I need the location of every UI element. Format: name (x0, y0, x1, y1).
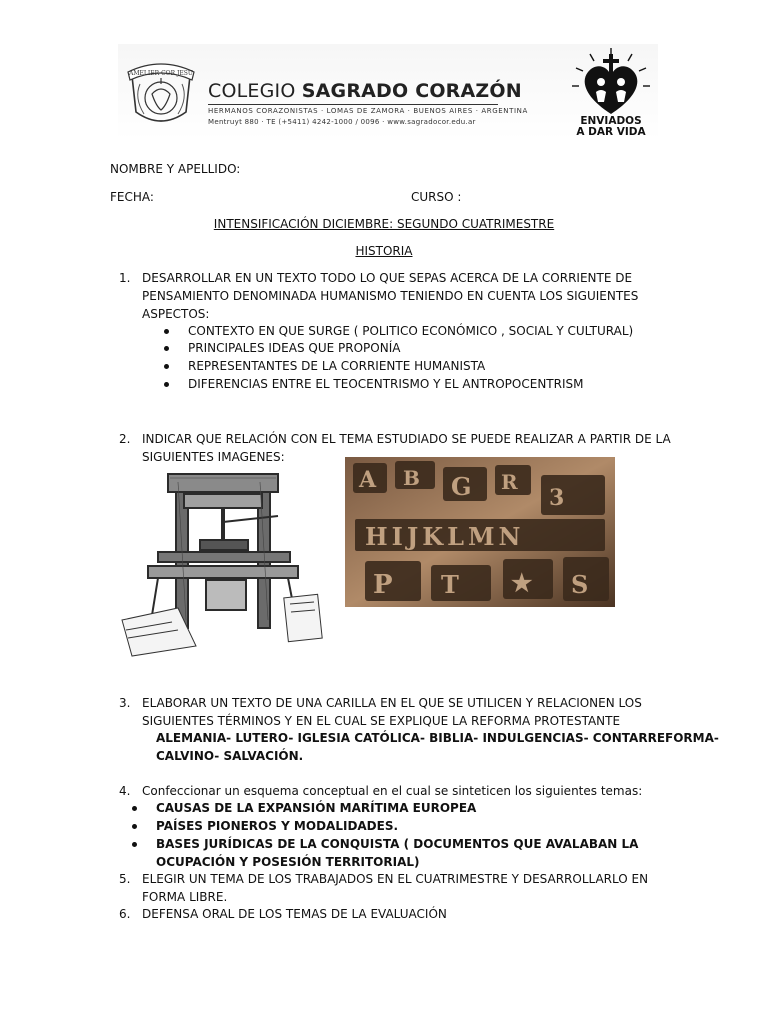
bullet-dot (132, 842, 137, 847)
item-3-line-1: ELABORAR UN TEXTO DE UNA CARILLA EN EL QUE SE UTILICEN Y RELACIONEN LOS (142, 696, 642, 710)
emblem-line-2: A DAR VIDA (576, 126, 646, 138)
crest-banner-text: AMELIER COR JESU (129, 70, 193, 77)
item-1-line-2: PENSAMIENTO DENOMINADA HUMANISMO TENIENDO EN CUENTA LOS SIGUIENTES (142, 289, 639, 303)
item-3-terms-line-1: ALEMANIA- LUTERO- IGLESIA CATÓLICA- BIBLIA- INDULGENCIAS- CONTARREFORMA- (156, 731, 719, 745)
svg-text:HIJKLMN: HIJKLMN (365, 522, 525, 551)
bullet-dot (164, 329, 169, 334)
school-name-bold: SAGRADO CORAZÓN (301, 80, 522, 102)
movable-type-image (345, 457, 615, 607)
svg-text:G: G (451, 472, 472, 501)
item-5-number: 5. (119, 872, 131, 886)
item-1-bullet-2: PRINCIPALES IDEAS QUE PROPONÍA (188, 341, 401, 355)
svg-text:R: R (501, 470, 518, 494)
item-1-bullet-1: CONTEXTO EN QUE SURGE ( POLITICO ECONÓMICO , SOCIAL Y CULTURAL) (188, 324, 634, 338)
header-divider (208, 104, 498, 105)
enviados-emblem-logo (568, 46, 654, 118)
item-3-terms-line-2: CALVINO- SALVACIÓN. (156, 749, 304, 763)
svg-text:S: S (571, 570, 589, 599)
svg-text:A: A (359, 467, 377, 493)
school-name (208, 80, 522, 102)
item-4-bullet-1: CAUSAS DE LA EXPANSIÓN MARÍTIMA EUROPEA (156, 801, 477, 815)
svg-text:P: P (373, 570, 393, 600)
item-5-line-2: FORMA LIBRE. (142, 890, 228, 904)
school-subtitle: HERMANOS CORAZONISTAS · LOMAS DE ZAMORA · BUENOS AIRES · ARGENTINA (208, 107, 528, 115)
item-1-line-3: ASPECTOS: (142, 307, 210, 321)
school-crest-logo (122, 54, 200, 132)
bullet-dot (164, 382, 169, 387)
item-1-number: 1. (119, 271, 131, 285)
school-contact: Mentruyt 880 · TE (+5411) 4242-1000 / 0096 · www.sagradocor.edu.ar (208, 118, 476, 126)
svg-text:B: B (403, 466, 420, 490)
date-label: FECHA: (110, 190, 154, 204)
item-6-line-1: DEFENSA ORAL DE LOS TEMAS DE LA EVALUACIÓN (142, 907, 447, 921)
svg-text:3: 3 (549, 485, 565, 511)
emblem-line-1: ENVIADOS (580, 115, 642, 127)
school-name-light: COLEGIO (208, 80, 302, 102)
item-2-line-2: SIGUIENTES IMAGENES: (142, 450, 285, 464)
emblem-caption (566, 116, 656, 138)
svg-text:★: ★ (511, 568, 533, 597)
item-4-number: 4. (119, 784, 131, 798)
item-4-bullet-2: PAÍSES PIONEROS Y MODALIDADES. (156, 819, 399, 833)
item-4-bullet-3-cont: OCUPACIÓN Y POSESIÓN TERRITORIAL) (156, 855, 420, 869)
name-label: NOMBRE Y APELLIDO: (110, 162, 241, 176)
item-4-bullet-3: BASES JURÍDICAS DE LA CONQUISTA ( DOCUMENTOS QUE AVALABAN LA (156, 837, 639, 851)
item-6-number: 6. (119, 907, 131, 921)
bullet-dot (164, 364, 169, 369)
item-5-line-1: ELEGIR UN TEMA DE LOS TRABAJADOS EN EL CUATRIMESTRE Y DESARROLLARLO EN (142, 872, 649, 886)
item-3-number: 3. (119, 696, 131, 710)
item-1-bullet-4: DIFERENCIAS ENTRE EL TEOCENTRISMO Y EL ANTROPOCENTRISM (188, 377, 584, 391)
bullet-dot (164, 346, 169, 351)
svg-text:T: T (441, 570, 459, 599)
item-3-line-2: SIGUIENTES TÉRMINOS Y EN EL CUAL SE EXPLIQUE LA REFORMA PROTESTANTE (142, 714, 621, 728)
item-4-line-1: Confeccionar un esquema conceptual en el cual se sinteticen los siguientes temas: (142, 784, 643, 798)
bullet-dot (132, 824, 137, 829)
bullet-dot (132, 806, 137, 811)
course-label: CURSO : (411, 190, 462, 204)
item-2-number: 2. (119, 432, 131, 446)
printing-press-image (118, 470, 326, 658)
item-2-line-1: INDICAR QUE RELACIÓN CON EL TEMA ESTUDIADO SE PUEDE REALIZAR A PARTIR DE LA (142, 432, 671, 446)
item-1-line-1: DESARROLLAR EN UN TEXTO TODO LO QUE SEPAS ACERCA DE LA CORRIENTE DE (142, 271, 633, 285)
subject-title: HISTORIA (355, 244, 413, 258)
main-title: INTENSIFICACIÓN DICIEMBRE: SEGUNDO CUATRIMESTRE (213, 217, 555, 231)
item-1-bullet-3: REPRESENTANTES DE LA CORRIENTE HUMANISTA (188, 359, 486, 373)
